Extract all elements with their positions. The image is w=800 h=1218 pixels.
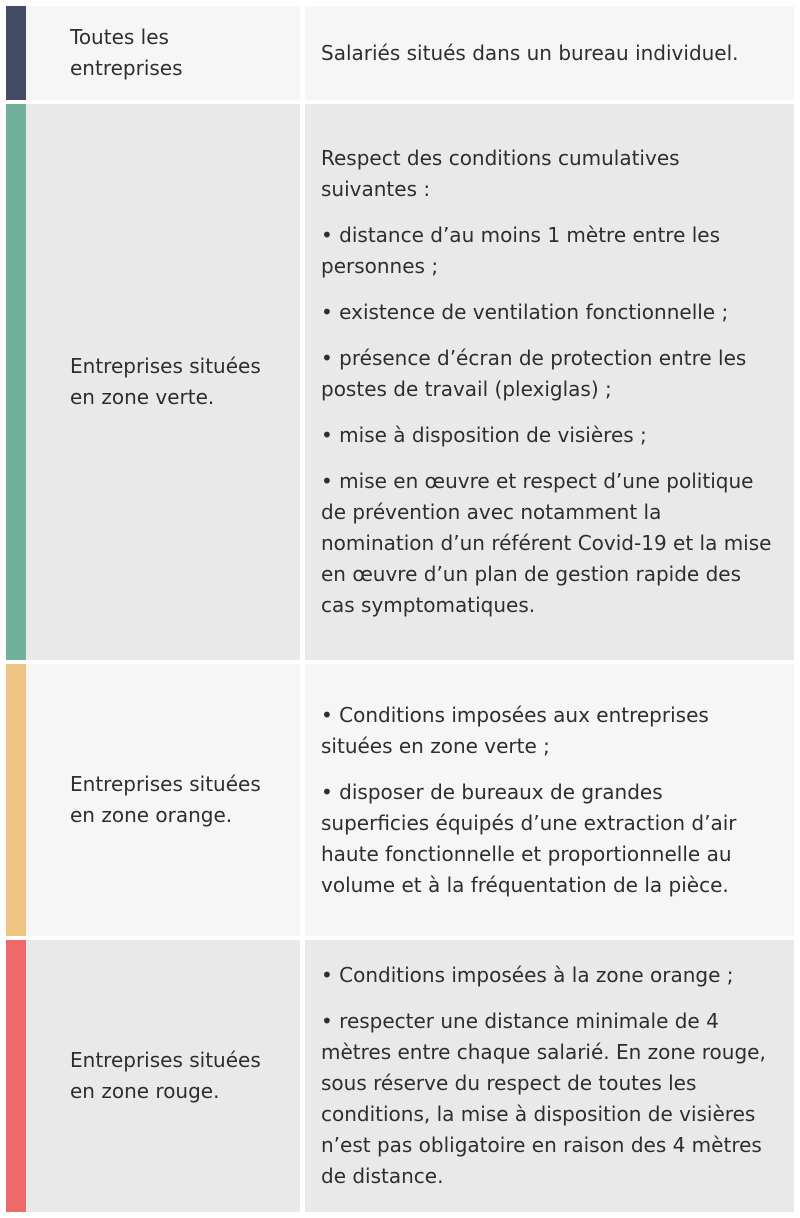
condition-text: Respect des conditions cumulatives suivantes : [321, 146, 680, 201]
stripe-red-zone [6, 940, 26, 1212]
condition-bullet: • respecter une distance minimale de 4 mètres entre chaque salarié. En zone rouge, sous réserve du respect de toutes les conditions, la mise à disposition de visières n’est pas obligatoire en raison des 4 mètres de distance. [321, 1009, 766, 1188]
condition-bullet: • distance d’au moins 1 mètre entre les personnes ; [321, 223, 721, 278]
stripe-all-companies [6, 6, 26, 100]
stripe-orange-zone [6, 664, 26, 936]
condition-bullet: • mise à disposition de visières ; [321, 423, 647, 447]
stripe-green-zone [6, 104, 26, 660]
conditions-cell [305, 6, 794, 100]
table-row [6, 104, 794, 660]
condition-bullet: • présence d’écran de protection entre les postes de travail (plexiglas) ; [321, 346, 747, 401]
category-cell [26, 6, 300, 100]
table-row [6, 664, 794, 936]
category-cell [26, 940, 300, 1212]
condition-text: Salariés situés dans un bureau individuel. [321, 40, 739, 65]
condition-bullet: • Conditions imposées aux entreprises situées en zone verte ; [321, 702, 709, 758]
category-cell [26, 104, 300, 660]
category-label: Toutes les entreprises [70, 25, 183, 80]
category-cell [26, 664, 300, 936]
conditions-cell [305, 664, 794, 936]
condition-bullet: • Conditions imposées à la zone orange ; [321, 963, 734, 987]
table-row [6, 6, 794, 100]
conditions-cell [305, 940, 794, 1212]
condition-bullet: • disposer de bureaux de grandes superficies équipés d’une extraction d’air haute fonctionnelle et proportionnelle au volume et à la fréquentation de la pièce. [321, 779, 737, 897]
table-row [6, 940, 794, 1212]
category-label: Entreprises situées en zone rouge. [70, 1048, 261, 1103]
condition-bullet: • mise en œuvre et respect d’une politique de prévention avec notamment la nomination d’un référent Covid-19 et la mise en œuvre d’un plan de gestion rapide des cas symptomatiques. [321, 469, 772, 617]
condition-bullet: • existence de ventilation fonctionnelle ; [321, 300, 729, 324]
category-label: Entreprises situées en zone verte. [70, 354, 261, 409]
conditions-table [6, 6, 794, 1212]
conditions-cell [305, 104, 794, 660]
category-label: Entreprises situées en zone orange. [70, 772, 261, 827]
